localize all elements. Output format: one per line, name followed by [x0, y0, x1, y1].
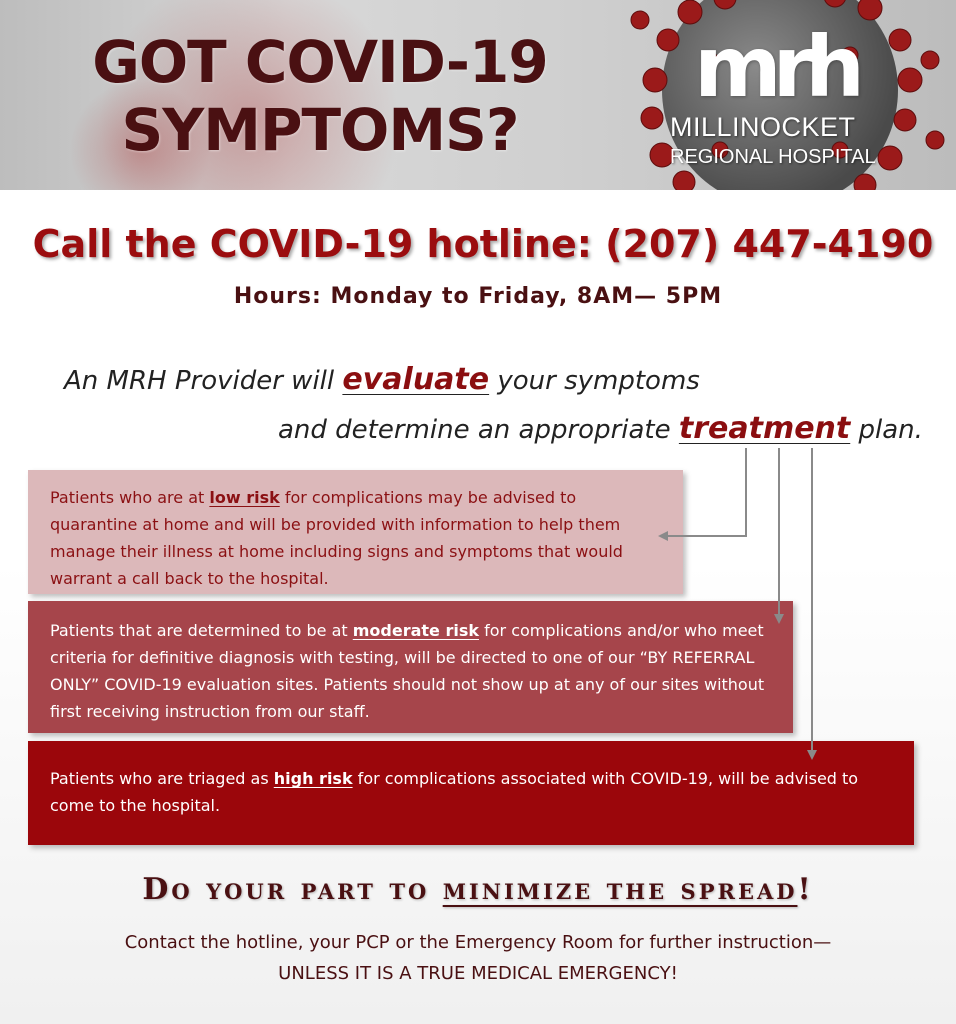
moderate-risk-label: moderate risk: [352, 621, 480, 640]
header-banner: [0, 0, 956, 190]
minimize-underlined: minimize the spread: [442, 872, 798, 907]
hotline-hours: Hours: Monday to Friday, 8AM— 5PM: [233, 284, 723, 309]
hospital-logo: [600, 0, 956, 190]
footer-emergency-note: UNLESS IT IS A TRUE MEDICAL EMERGENCY!: [278, 963, 678, 984]
logo-mark: mrh: [694, 18, 856, 116]
box-text: Patients who are triaged as: [50, 769, 274, 788]
statement-text: and determine an appropriate: [278, 415, 679, 445]
high-risk-label: high risk: [273, 769, 353, 788]
logo-name-line-1: MILLINOCKET: [670, 112, 856, 142]
box-text: for complications and/or who meet criteria for definitive diagnosis with testing, will be directed to one of our “BY REFERRAL ONLY” COVID-19 evaluation sites. Patients should not show up at any of our sites without first receiving instruction from our staff.: [50, 621, 765, 721]
keyword-evaluate: evaluate: [342, 362, 490, 397]
statement-text: plan.: [850, 415, 923, 445]
low-risk-label: low risk: [209, 488, 280, 507]
box-text: Patients who are at: [50, 488, 210, 507]
hotline-heading: Call the COVID-19 hotline: (207) 447-4190: [32, 222, 934, 266]
title-line-1: GOT COVID-19: [92, 28, 548, 96]
low-risk-box: [28, 470, 683, 594]
statement-text: An MRH Provider will: [64, 366, 343, 396]
title-line-2: SYMPTOMS?: [121, 96, 519, 164]
keyword-treatment: treatment: [678, 411, 851, 446]
high-risk-box: [28, 741, 914, 845]
minimize-text: Do your part to: [142, 872, 443, 907]
minimize-spread-heading: [0, 872, 956, 907]
statement-line-1: [64, 362, 700, 397]
box-text: Patients that are determined to be at: [50, 621, 353, 640]
logo-name-line-2: REGIONAL HOSPITAL: [670, 146, 876, 168]
page-title: [70, 28, 570, 164]
footer-instruction: Contact the hotline, your PCP or the Emergency Room for further instruction—: [124, 932, 832, 953]
statement-text: your symptoms: [489, 366, 700, 396]
statement-line-2: [278, 411, 923, 446]
box-text: for complications associated with COVID-19, will be advised to come to the hospital.: [50, 769, 859, 815]
box-text: for complications may be advised to quarantine at home and will be provided with information to help them manage their illness at home including signs and symptoms that would warrant a call back to the hospital.: [50, 488, 623, 588]
minimize-text: !: [797, 872, 814, 907]
moderate-risk-box: [28, 601, 793, 733]
